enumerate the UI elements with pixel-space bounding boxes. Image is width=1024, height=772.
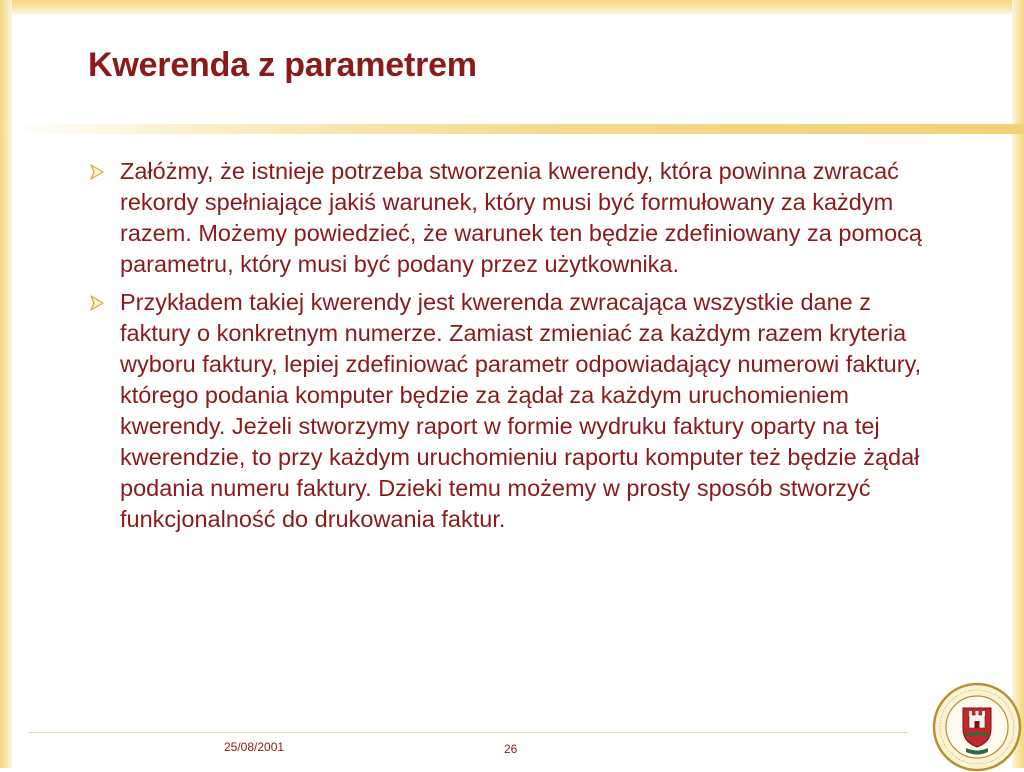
bullet-item — [88, 287, 948, 535]
title-divider — [0, 124, 1024, 134]
left-gold-border — [0, 0, 12, 768]
bullet-item — [88, 156, 948, 280]
footer-divider — [28, 732, 908, 733]
footer-date: 25/08/2001 — [224, 740, 285, 754]
bullet-text: Załóżmy, że istnieje potrzeba stworzenia kwerendy, która powinna zwracać rekordy spełniające jakiś warunek, który musi być formułowany za każdym razem. Możemy powiedzieć, że warunek ten będzie zdefiniowany za pomocą parametru, który musi być podany przez użytkownika. — [120, 158, 923, 277]
bullet-list — [88, 156, 948, 542]
top-gold-border — [0, 0, 1024, 14]
slide-title: Kwerenda z parametrem — [88, 46, 477, 84]
page-number: 26 — [504, 742, 518, 756]
right-gold-border — [1012, 0, 1024, 768]
school-seal-logo — [932, 682, 1022, 772]
arrowhead-bullet-icon — [88, 294, 106, 312]
bullet-text: Przykładem takiej kwerendy jest kwerenda zwracająca wszystkie dane z faktury o konkretnym numerze. Zamiast zmieniać za każdym razem kryteria wyboru faktury, lepiej zdefiniować parametr odpowiadający numerowi faktury, którego podania komputer będzie za żądał za każdym uruchomieniem kwerendy. Jeżeli stworzymy raport w formie wydruku faktury oparty na tej kwerendzie, to przy każdym uruchomieniu raportu komputer też będzie żądał podania numeru faktury. Dzieki temu możemy w prosty sposób stworzyć funkcjonalność do drukowania faktur. — [120, 289, 922, 532]
arrowhead-bullet-icon — [88, 163, 106, 181]
